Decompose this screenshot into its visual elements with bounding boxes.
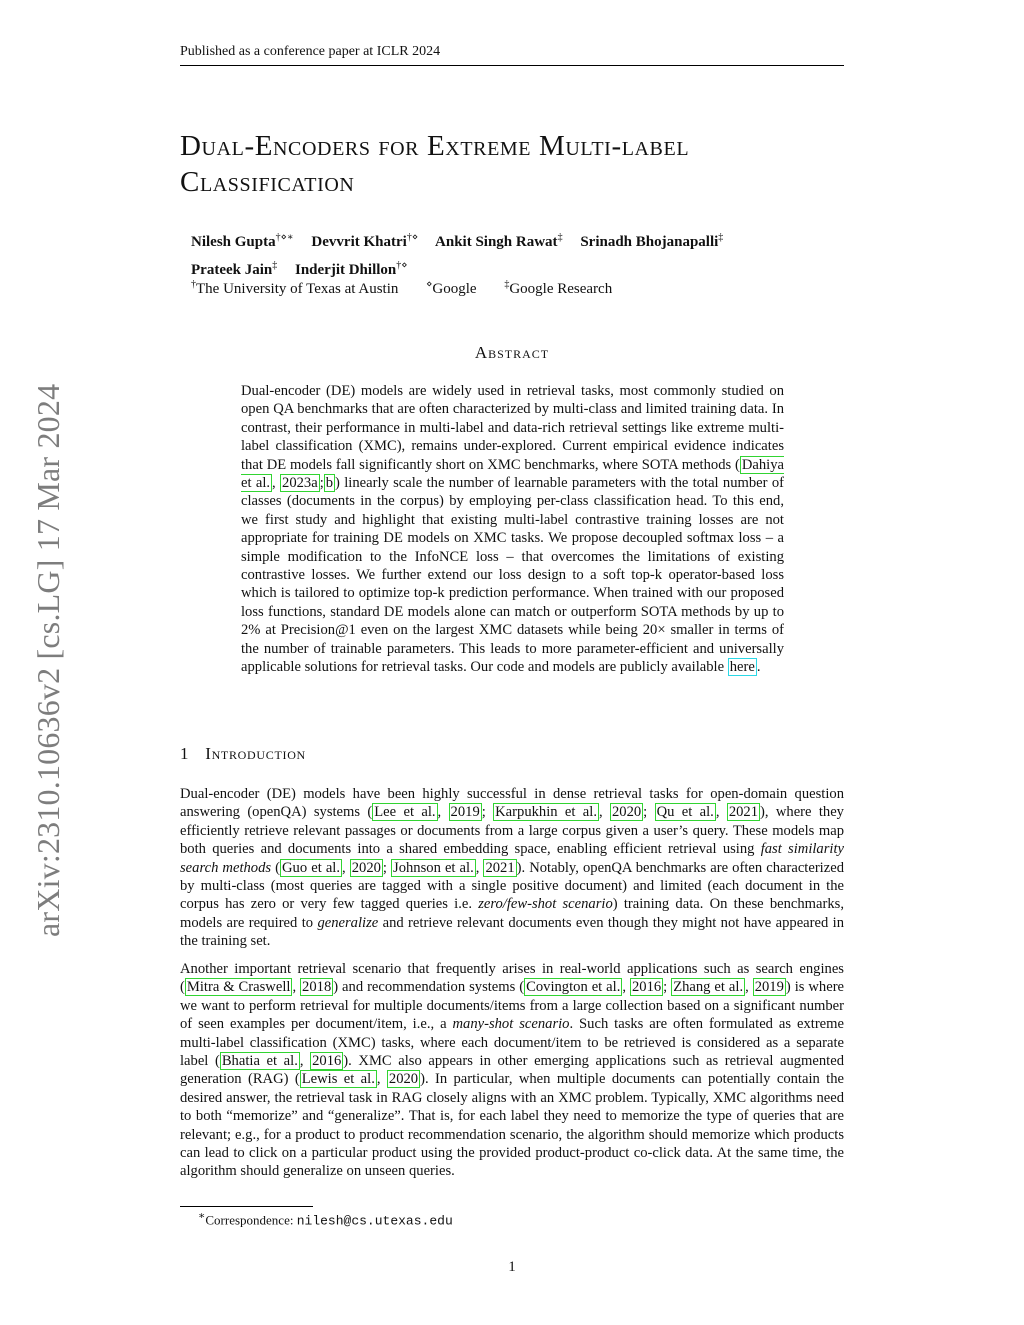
body-text: ( — [271, 859, 281, 876]
section-title: Introduction — [205, 744, 306, 763]
author — [435, 234, 563, 250]
author — [191, 234, 294, 250]
page-number: 1 — [508, 1259, 516, 1275]
citation-link[interactable]: 2016 — [312, 1053, 342, 1070]
body-text: Dual-encoder (DE) models have been highly successful in dense retrieval tasks for open-domain question answering (openQA) systems ( — [180, 786, 844, 821]
title-line-1: Dual-Encoders for Extreme Multi-label — [180, 130, 690, 162]
author-name: Nilesh Gupta — [191, 234, 276, 250]
author-row-1 — [191, 226, 831, 254]
affiliation-mark: ⋄ — [426, 279, 433, 290]
citation-separator: , — [299, 1053, 311, 1070]
author — [580, 234, 723, 250]
author-marks: †⋄∗ — [275, 232, 294, 243]
citation-link[interactable]: 2020 — [351, 859, 381, 876]
citation-link[interactable]: Bhatia et al. — [221, 1053, 298, 1070]
affiliation — [426, 281, 488, 297]
author-name: Inderjit Dhillon — [294, 262, 397, 278]
abstract-text: . — [756, 659, 761, 676]
abstract-heading: Abstract — [474, 343, 550, 362]
citation-link[interactable]: Qu et al. — [656, 804, 714, 821]
author-name: Srinadh Bhojanapalli — [580, 234, 719, 250]
footnote-email[interactable]: nilesh@cs.utexas.edu — [296, 1213, 453, 1229]
citation-separator: , — [598, 804, 610, 821]
citation-link[interactable]: Zhang et al. — [673, 979, 744, 996]
citation-separator: , — [437, 804, 449, 821]
citation-separator: ; — [663, 979, 672, 996]
citation-link[interactable]: 2016 — [631, 979, 662, 996]
citation-separator: ; — [643, 804, 655, 821]
citation-separator: , — [745, 979, 753, 996]
citation-separator: , — [475, 859, 484, 876]
title-line-2: Classification — [180, 166, 355, 198]
author-marks: ‡ — [272, 260, 278, 271]
abstract-text: ) linearly scale the number of learnable parameters with the total number of classes (documents in the corpus) by employing per-class classification head. To this end, we first study and highlight that existing multi-label contrastive training losses are not appropriate for training DE models on XMC tasks. We propose decoupled softmax loss – a simple modification to the InfoNCE loss – that overcomes the limitations of existing contrastive losses. We further extend our loss design to a soft top-k operator-based loss which is tailored to optimize top-k prediction performance. When trained with our proposed loss functions, standard DE models alone can match or outperform SOTA methods by up to 2% at Precision@1 even on the largest XMC datasets while being 20× smaller in terms of the number of trainable parameters. This leads to more parameter-efficient and universally applicable solutions for retrieval tasks. Our code and models are publicly available — [241, 475, 784, 676]
intro-paragraph-2 — [180, 960, 844, 1181]
citation-link[interactable]: Karpukhin et al. — [495, 804, 597, 821]
author — [311, 234, 418, 250]
citation-link[interactable]: Johnson et al. — [393, 859, 474, 876]
abstract-body — [241, 382, 784, 677]
affiliation — [504, 281, 624, 297]
body-text: Another important retrieval scenario that frequently arises in real-world applications such as search engines ( — [180, 961, 844, 996]
section-number: 1 — [180, 744, 190, 763]
citation-link[interactable]: 2021 — [728, 804, 758, 821]
footnote-mark: ∗ — [198, 1210, 206, 1222]
affiliation-mark: ‡ — [504, 279, 510, 290]
affiliations — [191, 274, 831, 300]
citation-link[interactable]: Lee et al. — [374, 804, 436, 821]
author-marks: ‡ — [718, 232, 724, 243]
citation-separator: ; — [382, 859, 392, 876]
emphasis-text: zero/few-shot scenario — [478, 896, 613, 913]
author-name: Devvrit Khatri — [311, 234, 407, 250]
body-text: ), where they efficiently retrieve relevant passages or documents from a large corpus given a user’s query. These models map both queries and documents into a shared embedding space, enabling efficient retrieval using — [180, 804, 844, 858]
author-marks: †⋄ — [396, 260, 408, 271]
affiliation-name: Google Research — [509, 281, 613, 297]
abstract-text: Dual-encoder (DE) models are widely used in retrieval tasks, most commonly studied on open QA benchmarks that are often characterized by multi-class and limited training data. In contrast, their performance in multi-label and data-rich retrieval settings like extreme multi-label classification (XMC), remains under-explored. Current empirical evidence indicates that DE models fall significantly short on XMC benchmarks, where SOTA methods ( — [241, 383, 784, 473]
citation-separator: ; — [319, 475, 324, 492]
citation-separator: , — [376, 1071, 387, 1088]
citation-separator: ; — [481, 804, 494, 821]
citation-link[interactable]: 2021 — [485, 859, 515, 876]
code-link[interactable]: here — [729, 659, 755, 676]
affiliation-mark: † — [191, 279, 196, 290]
emphasis-text: many-shot scenario — [452, 1016, 570, 1033]
citation-link[interactable]: 2020 — [611, 804, 642, 821]
citation-link[interactable]: Lewis et al. — [301, 1071, 375, 1088]
arxiv-identifier[interactable]: arXiv:2310.10636v2 [cs.LG] 17 Mar 2024 — [30, 383, 66, 937]
footnote-label: Correspondence: — [205, 1212, 297, 1228]
citation-link[interactable]: 2019 — [450, 804, 480, 821]
body-text: ) training data. On these benchmarks, models are required to — [180, 896, 844, 931]
intro-paragraph-1 — [180, 785, 844, 951]
body-text: ). Notably, openQA benchmarks are often characterized by multi-class (most queries are tagged with a single positive document) and limited (each document in the corpus has zero or very few tagged queries i.e. — [180, 859, 844, 913]
citation-link[interactable]: Mitra & Craswell — [186, 979, 291, 996]
citation-link[interactable]: b — [325, 475, 334, 492]
citation-link[interactable]: Covington et al. — [526, 979, 621, 996]
citation-link[interactable]: 2023a — [282, 475, 318, 492]
citation-separator: , — [715, 804, 727, 821]
citation-separator: , — [292, 979, 301, 996]
citation-link[interactable]: 2019 — [754, 979, 784, 996]
running-header: Published as a conference paper at ICLR 2024 — [180, 44, 844, 66]
body-text: ) is where we want to perform retrieval for multiple documents/items from a large collection based on a significant number of seen examples per document/item, i.e., a — [180, 979, 845, 1033]
emphasis-text: generalize — [317, 914, 379, 931]
body-text: . Such tasks are often formulated as extreme multi-label classification (XMC) tasks, where each document/item to be retrieved is considered as a separate label ( — [180, 1016, 844, 1070]
affiliation — [191, 281, 410, 297]
affiliation-name: The University of Texas at Austin — [196, 281, 399, 297]
paper-title — [180, 128, 844, 200]
citation-separator: , — [272, 475, 281, 492]
affiliation-name: Google — [432, 281, 477, 297]
body-text: and retrieve relevant documents even though they might not have appeared in the training set. — [180, 914, 845, 950]
citation-separator: , — [342, 859, 350, 876]
author-name: Ankit Singh Rawat — [435, 234, 558, 250]
citation-link[interactable]: Dahiya et al. — [241, 456, 784, 492]
citation-link[interactable]: 2020 — [388, 1071, 419, 1088]
section-heading — [180, 744, 306, 764]
author-marks: †⋄ — [406, 232, 419, 243]
citation-separator: , — [622, 979, 630, 996]
body-text: ). In particular, when multiple documents can potentially contain the desired answer, the retrieval task in RAG closely aligns with an XMC problem. Typically, XMC algorithms need to both “memorize” and “generalize”. That is, for each label they need to memorize the type of queries that are relevant; e.g., for a product to product recommendation scenario, the algorithm should memorize which products can lead to click on a particular product using the provided product-product co-click data. At the same time, the algorithm should generalize on unseen queries. — [180, 1071, 845, 1180]
citation-link[interactable]: Guo et al. — [282, 859, 340, 876]
body-text: ) and recommendation systems ( — [333, 979, 525, 996]
footnote-divider — [180, 1206, 313, 1207]
body-text: ). XMC also appears in other emerging applications such as retrieval augmented generation (RAG) ( — [180, 1053, 845, 1088]
emphasis-text: fast similarity search methods — [180, 841, 844, 876]
citation-link[interactable]: 2018 — [302, 979, 332, 996]
footnote — [198, 1209, 453, 1228]
author-marks: ‡ — [557, 232, 563, 243]
author-name: Prateek Jain — [191, 262, 273, 278]
